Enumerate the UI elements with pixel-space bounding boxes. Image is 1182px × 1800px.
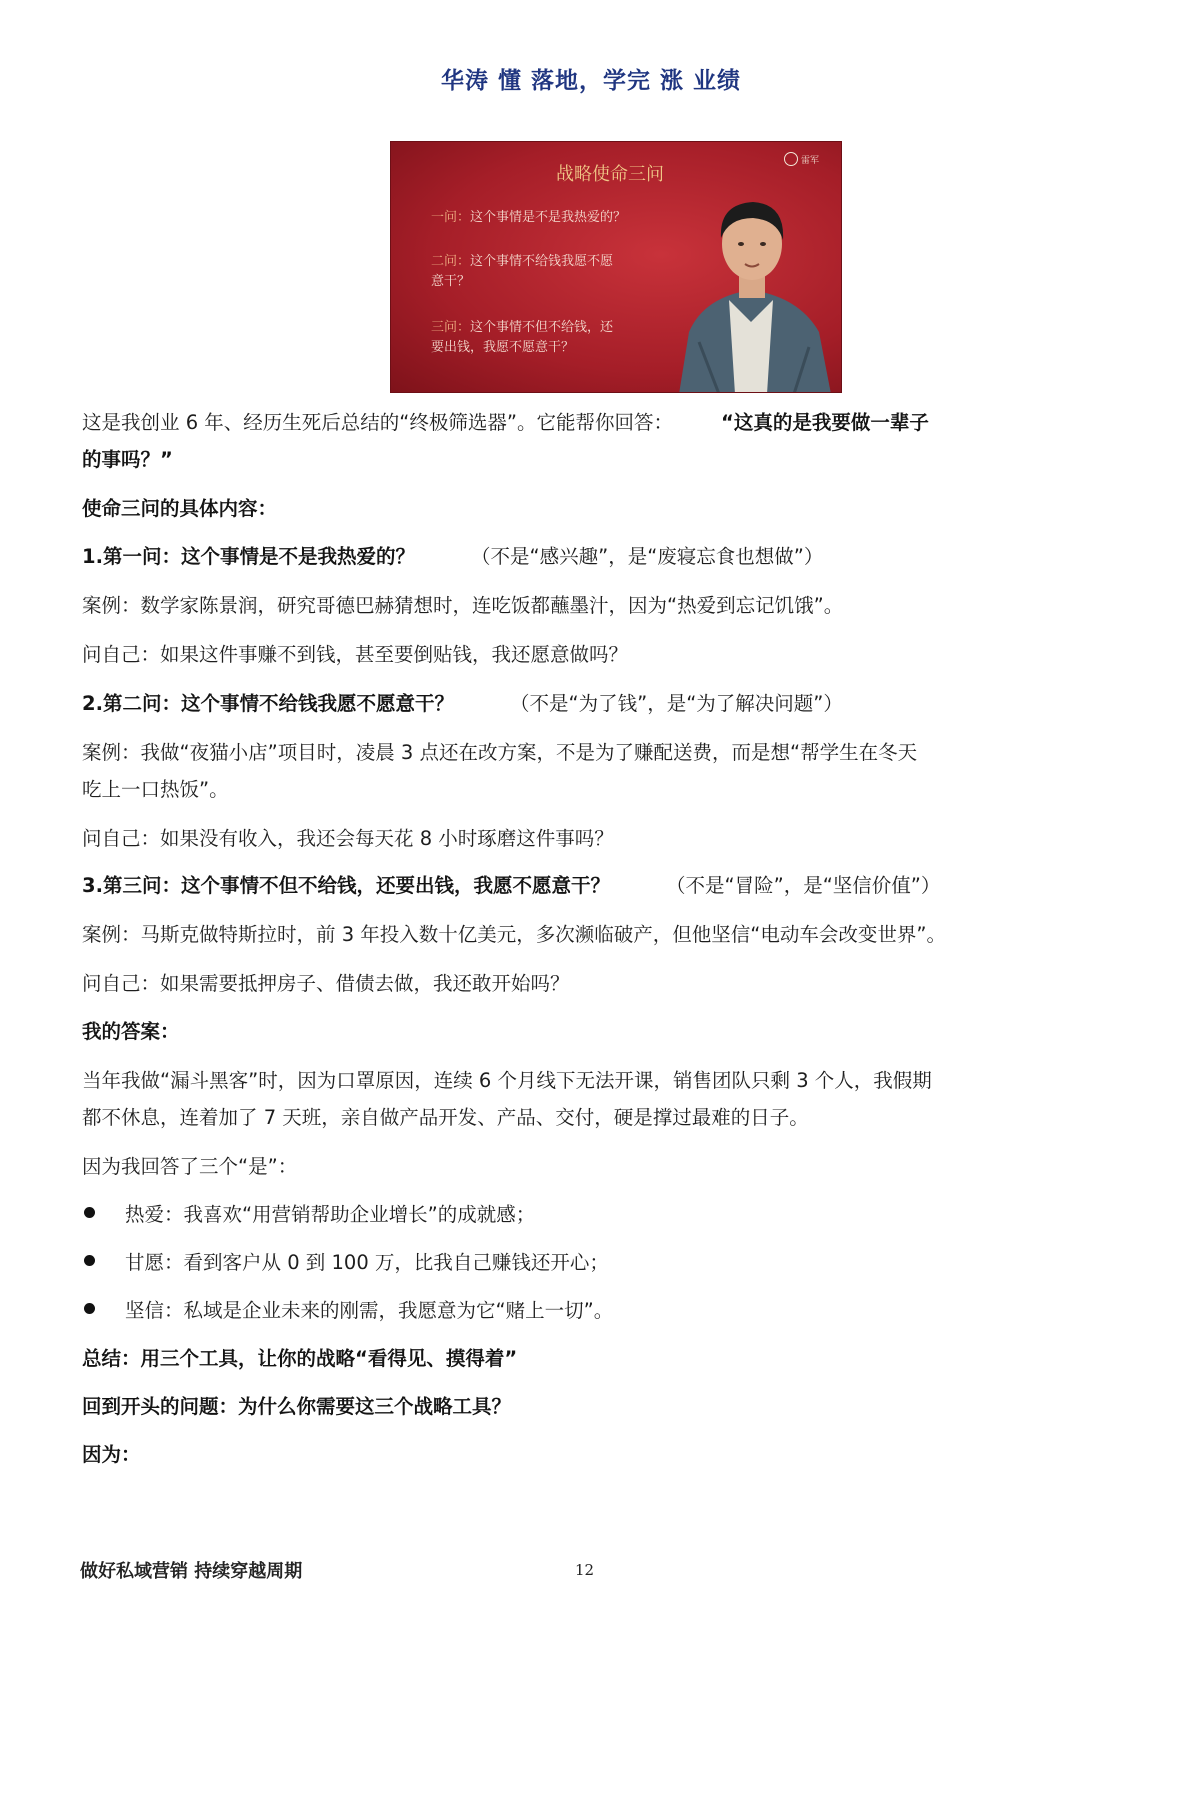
slide-line: 要出钱，我愿不愿意干？: [431, 340, 575, 355]
intro-paragraph-end: 的事吗？”: [82, 448, 173, 471]
footer-tagline: 做好私域营销 持续穿越周期: [80, 1561, 303, 1582]
bullet-icon: [84, 1255, 95, 1266]
slide-line: 二问：这个事情不给钱我愿不愿: [431, 254, 614, 269]
speaker-photo: [659, 182, 842, 393]
because-label: 因为：: [82, 1443, 141, 1466]
question-1-ask: 问自己：如果这件事赚不到钱，甚至要倒贴钱，我还愿意做吗？: [82, 643, 629, 666]
question-1-case: 案例：数学家陈景润，研究哥德巴赫猜想时，连吃饭都蘸墨汁，因为“热爱到忘记饥饿”。: [82, 594, 844, 617]
question-2-case: 案例：我做“夜猫小店”项目时，凌晨 3 点还在改方案，不是为了赚配送费，而是想“帮学生在冬天: [82, 741, 918, 764]
slide-line: 三问：这个事情不但不给钱，还: [431, 320, 614, 335]
because-line: 因为我回答了三个“是”：: [82, 1155, 298, 1178]
question-3: 3.第三问：这个事情不但不给钱，还要出钱，我愿不愿意干？ （不是“冒险”，是“坚信价值”）: [82, 874, 941, 897]
question-2-case-end: 吃上一口热饭”。: [82, 778, 229, 801]
intro-paragraph: 这是我创业 6 年、经历生死后总结的“终极筛选器”。它能帮你回答： “这真的是我要做一辈子: [82, 411, 929, 434]
back-question: 回到开头的问题：为什么你需要这三个战略工具？: [82, 1395, 512, 1418]
list-item: 坚信：私域是企业未来的刚需，我愿意为它“赌上一切”。: [82, 1292, 1112, 1329]
logo-circle-icon: [784, 152, 798, 166]
question-3-case: 案例：马斯克做特斯拉时，前 3 年投入数十亿美元，多次濒临破产，但他坚信“电动车会改变世界”。: [82, 923, 947, 946]
bullet-icon: [84, 1303, 95, 1314]
page-number: 12: [575, 1561, 595, 1579]
slide-logo: [784, 152, 819, 166]
slide-image: [390, 141, 842, 393]
list-item: 热爱：我喜欢“用营销帮助企业增长”的成就感；: [82, 1196, 1112, 1233]
question-3-ask: 问自己：如果需要抵押房子、借债去做，我还敢开始吗？: [82, 972, 570, 995]
summary-heading: 总结：用三个工具，让你的战略“看得见、摸得着”: [82, 1347, 518, 1370]
section-title: 使命三问的具体内容：: [82, 497, 278, 520]
slide-line: 一问：这个事情是不是我热爱的？: [431, 210, 627, 225]
slide-title: 战略使命三问: [556, 164, 664, 185]
slide-logo-text: 雷军: [800, 155, 819, 166]
list-item: 甘愿：看到客户从 0 到 100 万，比我自己赚钱还开心；: [82, 1244, 1112, 1281]
question-2: 2.第二问：这个事情不给钱我愿不愿意干？ （不是“为了钱”，是“为了解决问题”）: [82, 692, 843, 715]
answer-paragraph-end: 都不休息，连着加了 7 天班，亲自做产品开发、产品、交付，硬是撑过最难的日子。: [82, 1106, 809, 1129]
slide-line: 意干？: [431, 274, 471, 289]
page-header-title: 华涛 懂 落地，学完 涨 业绩: [440, 68, 742, 94]
question-2-ask: 问自己：如果没有收入，我还会每天花 8 小时琢磨这件事吗？: [82, 827, 614, 850]
answer-title: 我的答案：: [82, 1020, 180, 1043]
bullet-icon: [84, 1207, 95, 1218]
answer-paragraph: 当年我做“漏斗黑客”时，因为口罩原因，连续 6 个月线下无法开课，销售团队只剩 3 个人，我假期: [82, 1069, 932, 1092]
question-1: 1.第一问：这个事情是不是我热爱的？ （不是“感兴趣”，是“废寝忘食也想做”）: [82, 545, 824, 568]
